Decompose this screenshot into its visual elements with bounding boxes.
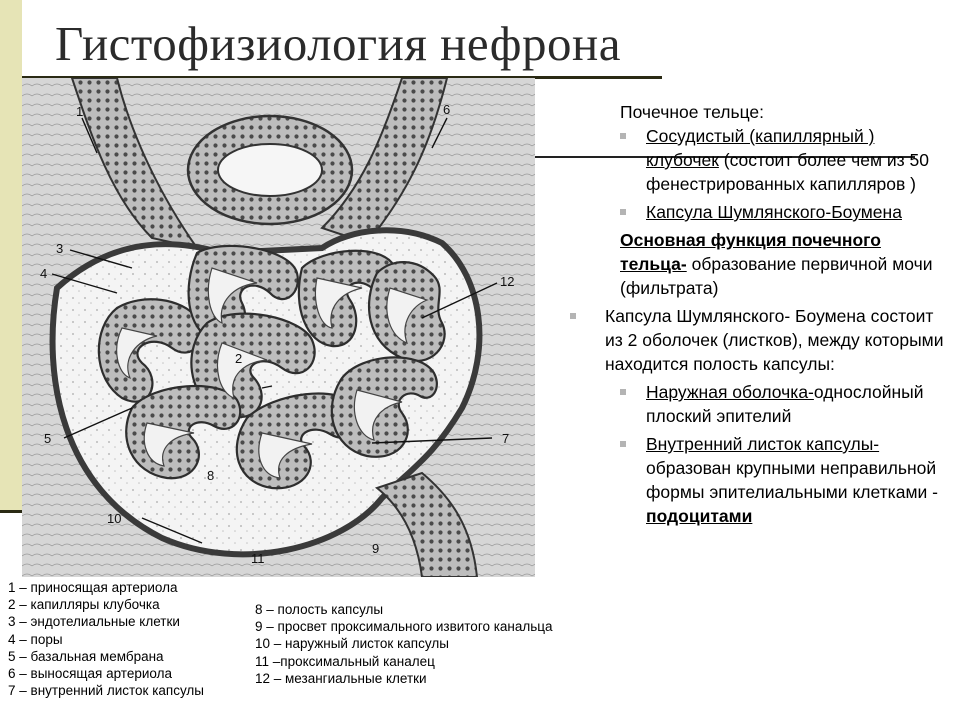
tubule-lumen — [218, 144, 322, 196]
corpuscle-list — [620, 124, 940, 224]
legend-item: 4 – поры — [8, 631, 63, 647]
bullet-square-icon — [620, 133, 626, 139]
label-11: 11 — [251, 551, 265, 566]
function-paragraph — [620, 228, 940, 300]
capsule-description-text: Капсула Шумлянского- Боумена состоит из 2 оболочек (листков), между которыми находится полость капсулы: — [605, 306, 944, 374]
bullet-square-icon — [620, 389, 626, 395]
legend-item: 11 –проксимальный каналец — [255, 653, 435, 669]
side-accent-bar — [0, 0, 22, 510]
corpuscle-heading: Почечное тельце: — [620, 102, 765, 122]
capsule-layers-list — [620, 380, 945, 528]
podocytes-term: подоцитами — [646, 506, 753, 526]
legend-item: 2 – капилляры клубочка — [8, 597, 160, 613]
corpuscle-section — [620, 100, 940, 300]
outer-layer-item — [620, 380, 945, 428]
legend-item: 10 – наружный листок капсулы — [255, 636, 449, 652]
function-label: Основная функция почечного тельца- — [620, 230, 881, 274]
label-4: 4 — [40, 266, 48, 281]
legend-item: 7 – внутренний листок капсулы — [8, 683, 205, 699]
legend-item: 6 – выносящая артериола — [8, 666, 172, 682]
label-3: 3 — [56, 241, 64, 256]
label-8: 8 — [207, 468, 215, 483]
bullet-square-icon — [570, 313, 576, 319]
nephron-histology-figure — [22, 78, 535, 577]
legend-item: 8 – полость капсулы — [255, 602, 384, 617]
bullet-square-icon — [620, 441, 626, 447]
legend-right-column — [255, 601, 553, 687]
page-title: Гистофизиология нефрона — [55, 16, 621, 71]
inner-layer-desc: образован крупными неправильной формы эпителиальными клетками - — [646, 458, 938, 502]
label-1: 1 — [76, 104, 84, 119]
capsule-term: Капсула Шумлянского-Боумена — [646, 202, 902, 222]
label-5: 5 — [44, 431, 52, 446]
legend-item: 5 – базальная мембрана — [8, 648, 164, 664]
glomerulus-desc: (состоит более чем из 50 фенестрированных капилляров ) — [646, 150, 929, 194]
legend-item: 12 – мезангиальные клетки — [255, 670, 427, 686]
legend-item: 1 – приносящая артериола — [8, 580, 178, 595]
capsule-description-list — [570, 304, 950, 376]
inner-layer-item — [620, 432, 945, 528]
label-7: 7 — [502, 431, 510, 446]
label-2: 2 — [235, 351, 243, 366]
renal-corpuscle-drawing — [22, 78, 535, 577]
notes-panel — [570, 100, 950, 528]
label-9: 9 — [372, 541, 380, 556]
bullet-square-icon — [620, 209, 626, 215]
label-12: 12 — [500, 274, 515, 289]
inner-layer-term: Внутренний листок капсулы- — [646, 434, 880, 454]
function-desc: образование первичной мочи (фильтрата) — [620, 254, 933, 298]
capsule-item — [620, 200, 940, 224]
legend-left-column — [8, 579, 204, 699]
label-6: 6 — [443, 102, 451, 117]
outer-layer-desc: однослойный плоский эпителий — [646, 382, 924, 426]
legend-item: 3 – эндотелиальные клетки — [8, 614, 180, 630]
glomerulus-term: Сосудистый (капиллярный ) клубочек — [646, 126, 875, 170]
legend-item: 9 – просвет проксимального извитого канальца — [255, 619, 553, 635]
label-10: 10 — [107, 511, 122, 526]
capsule-description — [570, 304, 950, 376]
glomerulus-item — [620, 124, 940, 196]
outer-layer-term: Наружная оболочка- — [646, 382, 814, 402]
